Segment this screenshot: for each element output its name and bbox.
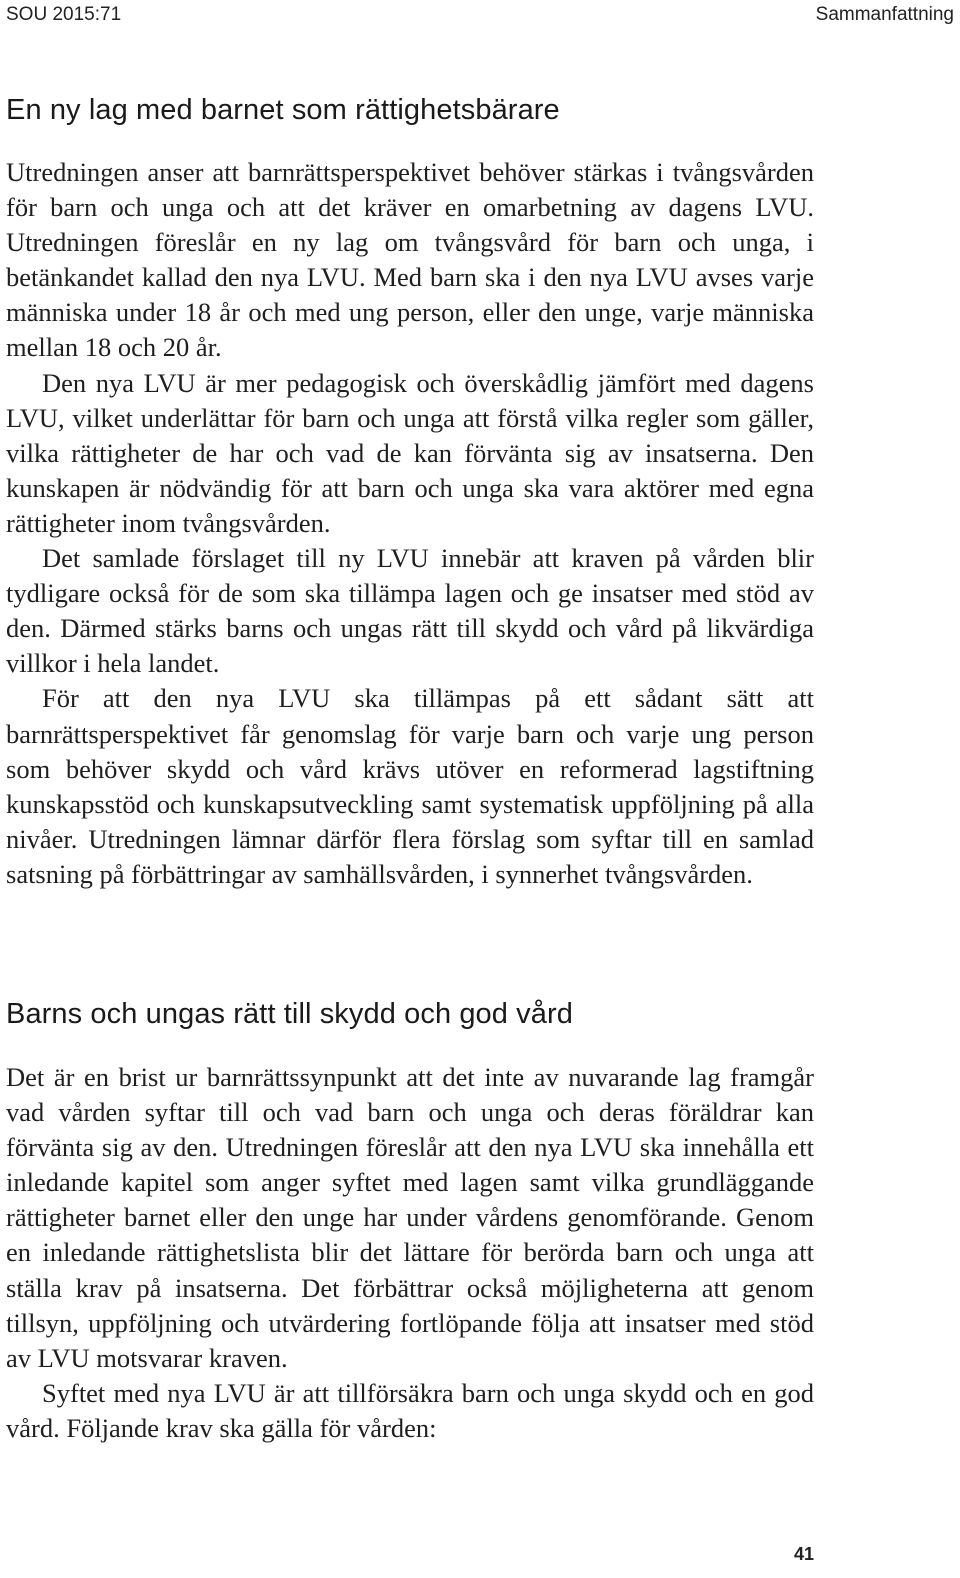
section-2-body (6, 1060, 814, 1446)
paragraph: För att den nya LVU ska tillämpas på ett sådant sätt att barnrättsperspektivet får genomslag för varje barn och varje ung person som behöver skydd och vård krävs utöver en reformerad lagstiftning kunskapsstöd och kunskapsutveckling samt systematisk uppföljning på alla nivåer. Utredningen lämnar därför flera förslag som syftar till en samlad satsning på förbättringar av samhällsvården, i synnerhet tvångsvården. (6, 683, 814, 889)
section-1-body (6, 155, 814, 892)
paragraph: Utredningen anser att barnrättsperspektivet behöver stärkas i tvångsvården för barn och unga och att det kräver en omarbetning av dagens LVU. Utredningen föreslår en ny lag om tvångsvård för barn och unga, i betänkandet kallad den nya LVU. Med barn ska i den nya LVU avses varje människa under 18 år och med ung person, eller den unge, varje människa mellan 18 och 20 år. (6, 157, 814, 363)
paragraph: Det samlade förslaget till ny LVU innebär att kraven på vården blir tydligare också för de som ska tillämpa lagen och ge insatser med stöd av den. Därmed stärks barns och ungas rätt till skydd och vård på likvärdiga villkor i hela landet. (6, 543, 814, 679)
paragraph: Det är en brist ur barnrättssynpunkt att det inte av nuvarande lag framgår vad vården syftar till och vad barn och unga och deras föräldrar kan förvänta sig av den. Utredningen föreslår att den nya LVU ska innehålla ett inledande kapitel som anger syftet med lagen samt vilka grundläggande rättigheter barnet eller den unge har under vårdens genomförande. Genom en inledande rättighetslista blir det lättare för berörda barn och unga att ställa krav på insatserna. Det förbättrar också möjligheterna att genom tillsyn, uppföljning och utvärdering fortlöpande följa att insatser med stöd av LVU motsvarar kraven. (6, 1062, 814, 1373)
paragraph: Den nya LVU är mer pedagogisk och överskådlig jämfört med dagens LVU, vilket underlättar för barn och unga att förstå vilka regler som gäller, vilka rättigheter de har och vad de kan förvänta sig av insatserna. Den kunskapen är nödvändig för att barn och unga ska vara aktörer med egna rättigheter inom tvångsvården. (6, 367, 814, 538)
page-number: 41 (793, 1544, 814, 1564)
running-header (6, 4, 954, 30)
section-heading-2: Barns och ungas rätt till skydd och god vård (6, 998, 573, 1030)
chapter-title: Sammanfattning (815, 4, 954, 25)
document-reference: SOU 2015:71 (6, 4, 122, 25)
section-heading-1: En ny lag med barnet som rättighetsbärare (6, 94, 560, 126)
paragraph: Syftet med nya LVU är att tillförsäkra barn och unga skydd och en god vård. Följande krav ska gälla för vården: (6, 1377, 814, 1443)
